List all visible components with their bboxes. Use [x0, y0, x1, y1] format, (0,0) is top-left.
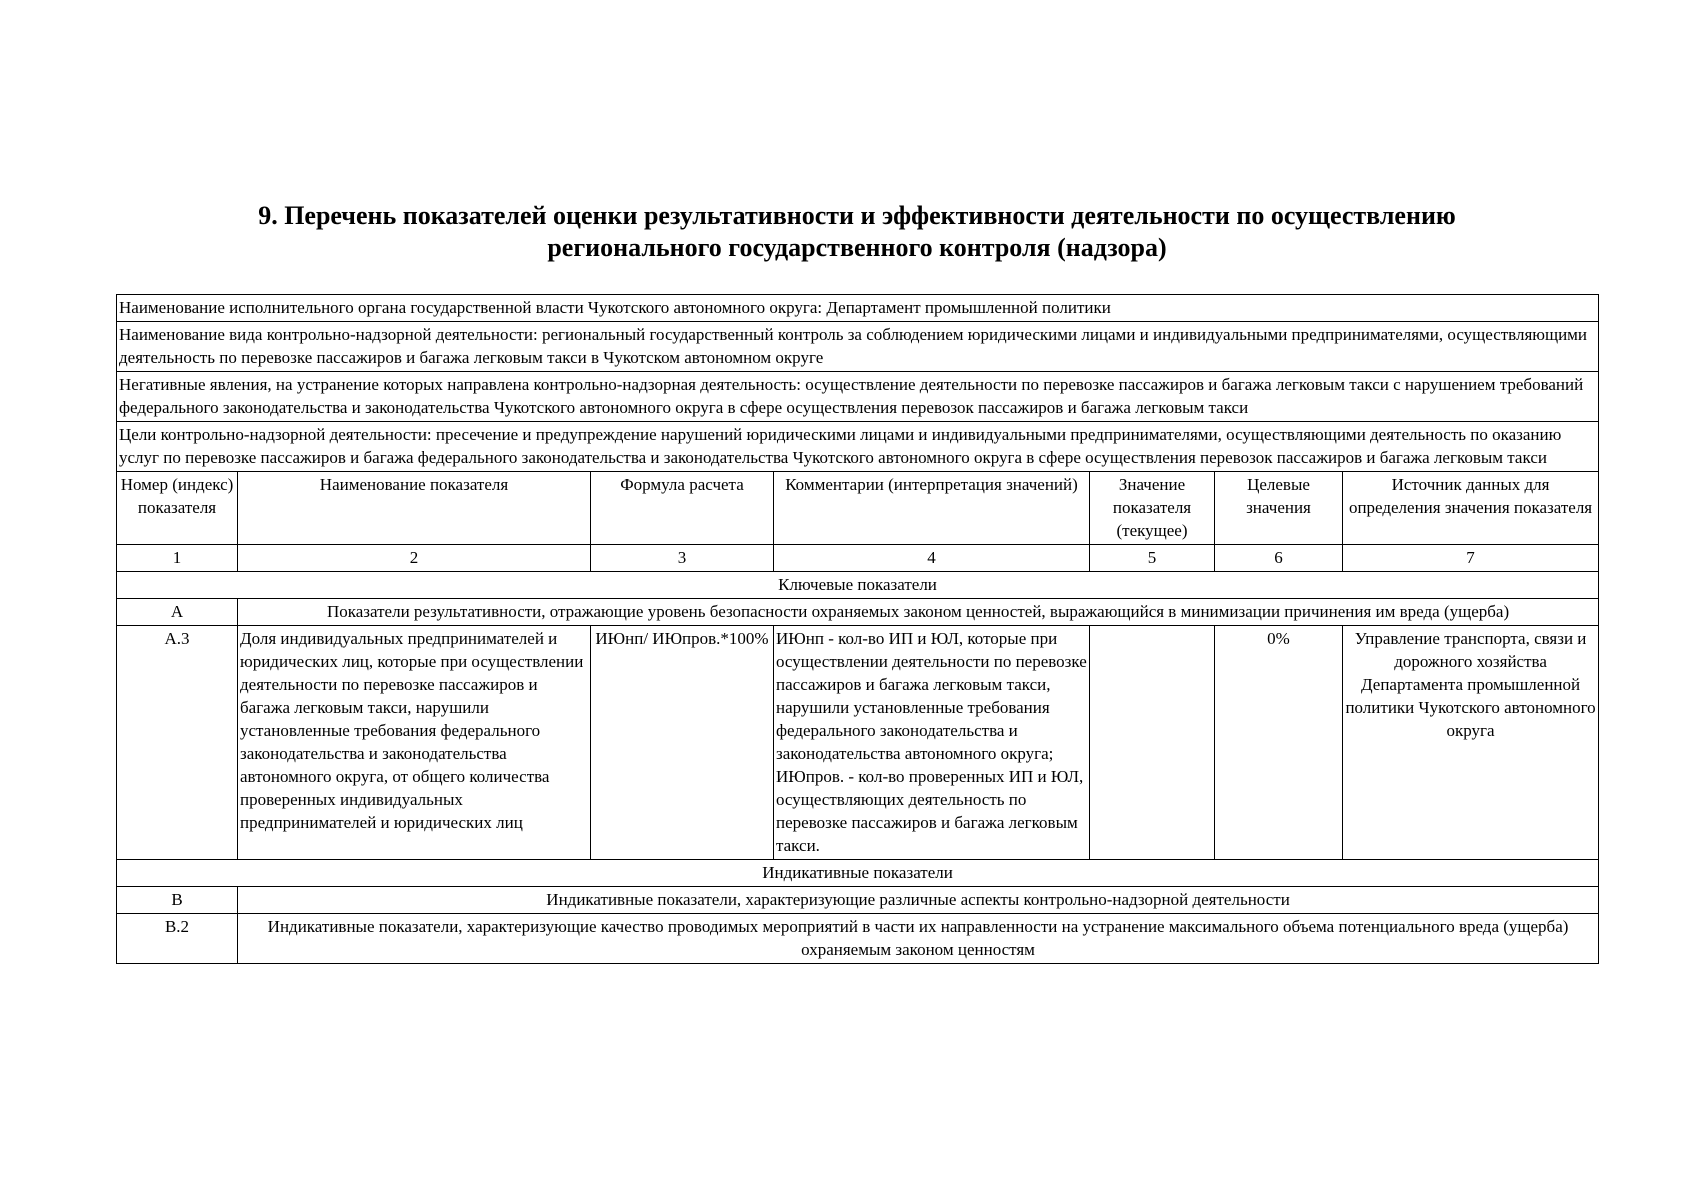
info-row-negative-phenomena [117, 372, 1599, 422]
goals-cell: Цели контрольно-надзорной деятельности: пресечение и предупреждение нарушений юридическими лицами и индивидуальными предпринимателями, осуществляющими деятельность по оказанию услуг по перевозке пассажиров и багажа федерального законодательства и законодательства Чукотского автономного округа в сфере осуществления перевозок пассажиров и багажа легковым такси [117, 422, 1599, 472]
header-source: Источник данных для определения значения показателя [1343, 472, 1599, 545]
group-a-row [117, 599, 1599, 626]
a3-target-value: 0% [1215, 626, 1343, 860]
indicators-table [116, 294, 1599, 964]
column-number: 6 [1215, 545, 1343, 572]
group-b2-index: В.2 [117, 914, 238, 964]
group-b-row [117, 887, 1599, 914]
a3-index: А.3 [117, 626, 238, 860]
group-a-text: Показатели результативности, отражающие уровень безопасности охраняемых законом ценностей, выражающийся в минимизации причинения им вреда (ущерба) [238, 599, 1599, 626]
group-b-index: В [117, 887, 238, 914]
header-row [117, 472, 1599, 545]
negative-phenomena-cell: Негативные явления, на устранение которых направлена контрольно-надзорная деятельность: осуществление деятельности по перевозке пассажиров и багажа легковым такси с нарушением требований федерального законодательства и законодательства Чукотского автономного округа в сфере осуществления перевозок пассажиров и багажа легковым такси [117, 372, 1599, 422]
section-key-label: Ключевые показатели [117, 572, 1599, 599]
header-index: Номер (индекс) показателя [117, 472, 238, 545]
header-name: Наименование показателя [238, 472, 591, 545]
group-a-index: А [117, 599, 238, 626]
header-current: Значение показателя (текущее) [1090, 472, 1215, 545]
page-title-line-2: регионального государственного контроля (надзора) [547, 233, 1167, 262]
group-b2-row [117, 914, 1599, 964]
section-key-indicators [117, 572, 1599, 599]
column-number-row [117, 545, 1599, 572]
a3-name: Доля индивидуальных предпринимателей и юридических лиц, которые при осуществлении деятельности по перевозке пассажиров и багажа легковым такси, нарушили установленные требования федерального законодательства и законодательства автономного округа, от общего количества проверенных индивидуальных предпринимателей и юридических лиц [238, 626, 591, 860]
column-number: 5 [1090, 545, 1215, 572]
info-row-activity-type [117, 322, 1599, 372]
row-a3 [117, 626, 1599, 860]
info-row-goals [117, 422, 1599, 472]
a3-comment-part-1: ИЮнп - кол-во ИП и ЮЛ, которые при осуществлении деятельности по перевозке пассажиров и багажа легковым такси, нарушили установленные требования федерального законодательства и законодательства автономного округа; [776, 629, 1087, 763]
group-b2-text: Индикативные показатели, характеризующие качество проводимых мероприятий в части их направленности на устранение максимального объема потенциального вреда (ущерба) охраняемым законом ценностям [238, 914, 1599, 964]
header-comment: Комментарии (интерпретация значений) [774, 472, 1090, 545]
header-target: Целевые значения [1215, 472, 1343, 545]
a3-source: Управление транспорта, связи и дорожного хозяйства Департамента промышленной политики Чукотского автономного округа [1343, 626, 1599, 860]
page-title [116, 200, 1598, 264]
a3-comment-part-2: ИЮпров. - кол-во проверенных ИП и ЮЛ, осуществляющих деятельность по перевозке пассажиров и багажа легковым такси. [776, 767, 1084, 855]
activity-type-cell: Наименование вида контрольно-надзорной деятельности: региональный государственный контроль за соблюдением юридическими лицами и индивидуальными предпринимателями, осуществляющими деятельность по перевозке пассажиров и багажа легковым такси в Чукотском автономном округе [117, 322, 1599, 372]
section-indicative-indicators [117, 860, 1599, 887]
column-number: 4 [774, 545, 1090, 572]
authority-cell: Наименование исполнительного органа государственной власти Чукотского автономного округа: Департамент промышленной политики [117, 295, 1599, 322]
a3-current-value [1090, 626, 1215, 860]
section-indicative-label: Индикативные показатели [117, 860, 1599, 887]
column-number: 1 [117, 545, 238, 572]
column-number: 7 [1343, 545, 1599, 572]
header-formula: Формула расчета [591, 472, 774, 545]
page-title-line-1: 9. Перечень показателей оценки результативности и эффективности деятельности по осуществлению [258, 201, 1456, 230]
column-number: 3 [591, 545, 774, 572]
column-number: 2 [238, 545, 591, 572]
group-b-text: Индикативные показатели, характеризующие различные аспекты контрольно-надзорной деятельности [238, 887, 1599, 914]
a3-comment [774, 626, 1090, 860]
info-row-authority [117, 295, 1599, 322]
a3-formula: ИЮнп/ ИЮпров.*100% [591, 626, 774, 860]
